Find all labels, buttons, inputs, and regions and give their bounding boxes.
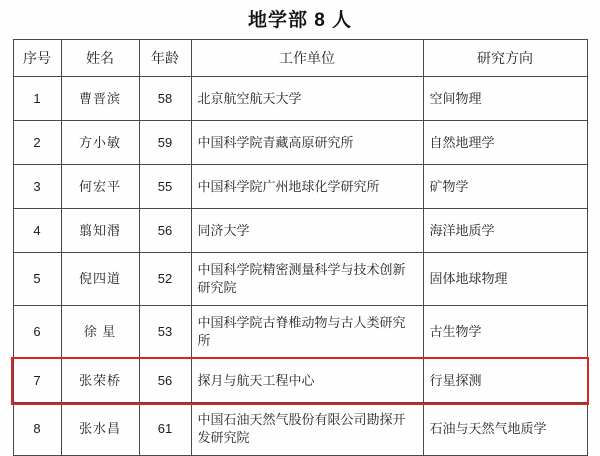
- cell-name: 曹晋滨: [61, 77, 139, 121]
- cell-seq: 6: [13, 306, 61, 359]
- table-row: [13, 403, 587, 456]
- cell-name: 何宏平: [61, 165, 139, 209]
- cell-research-field: 石油与天然气地质学: [423, 403, 587, 456]
- cell-age: 52: [139, 253, 191, 306]
- cell-age: 53: [139, 306, 191, 359]
- cell-name: 倪四道: [61, 253, 139, 306]
- cell-age: 58: [139, 77, 191, 121]
- cell-organization: 中国科学院青藏高原研究所: [191, 121, 423, 165]
- table-row: [13, 121, 587, 165]
- cell-organization: 探月与航天工程中心: [191, 359, 423, 403]
- cell-seq: 2: [13, 121, 61, 165]
- cell-organization: 中国科学院广州地球化学研究所: [191, 165, 423, 209]
- cell-research-field: 古生物学: [423, 306, 587, 359]
- cell-seq: 5: [13, 253, 61, 306]
- cell-research-field: 行星探测: [423, 359, 587, 403]
- cell-age: 61: [139, 403, 191, 456]
- roster-table: [13, 39, 588, 456]
- column-header-research-field: 研究方向: [423, 40, 587, 77]
- cell-seq: 8: [13, 403, 61, 456]
- table-row: [13, 253, 587, 306]
- column-header-age: 年龄: [139, 40, 191, 77]
- table-header-row: [13, 40, 587, 77]
- cell-research-field: 矿物学: [423, 165, 587, 209]
- cell-organization: 中国科学院精密测量科学与技术创新研究院: [191, 253, 423, 306]
- cell-seq: 3: [13, 165, 61, 209]
- cell-research-field: 自然地理学: [423, 121, 587, 165]
- cell-name: 张荣桥: [61, 359, 139, 403]
- cell-organization: 中国科学院古脊椎动物与古人类研究所: [191, 306, 423, 359]
- cell-name: 张水昌: [61, 403, 139, 456]
- cell-seq: 4: [13, 209, 61, 253]
- cell-name: 方小敏: [61, 121, 139, 165]
- cell-seq: 7: [13, 359, 61, 403]
- cell-age: 56: [139, 209, 191, 253]
- cell-organization: 北京航空航天大学: [191, 77, 423, 121]
- cell-seq: 1: [13, 77, 61, 121]
- cell-research-field: 固体地球物理: [423, 253, 587, 306]
- table-row-highlighted: [13, 359, 587, 403]
- column-header-name: 姓名: [61, 40, 139, 77]
- cell-age: 55: [139, 165, 191, 209]
- cell-age: 59: [139, 121, 191, 165]
- cell-research-field: 空间物理: [423, 77, 587, 121]
- cell-research-field: 海洋地质学: [423, 209, 587, 253]
- table-row: [13, 209, 587, 253]
- cell-organization: 同济大学: [191, 209, 423, 253]
- cell-organization: 中国石油天然气股份有限公司勘探开发研究院: [191, 403, 423, 456]
- cell-name: 翦知湣: [61, 209, 139, 253]
- column-header-organization: 工作单位: [191, 40, 423, 77]
- cell-name: 徐 星: [61, 306, 139, 359]
- table-row: [13, 165, 587, 209]
- column-header-seq: 序号: [13, 40, 61, 77]
- table-row: [13, 306, 587, 359]
- table-row: [13, 77, 587, 121]
- table-body: [13, 77, 587, 456]
- page-title: 地学部 8 人: [247, 10, 353, 31]
- cell-age: 56: [139, 359, 191, 403]
